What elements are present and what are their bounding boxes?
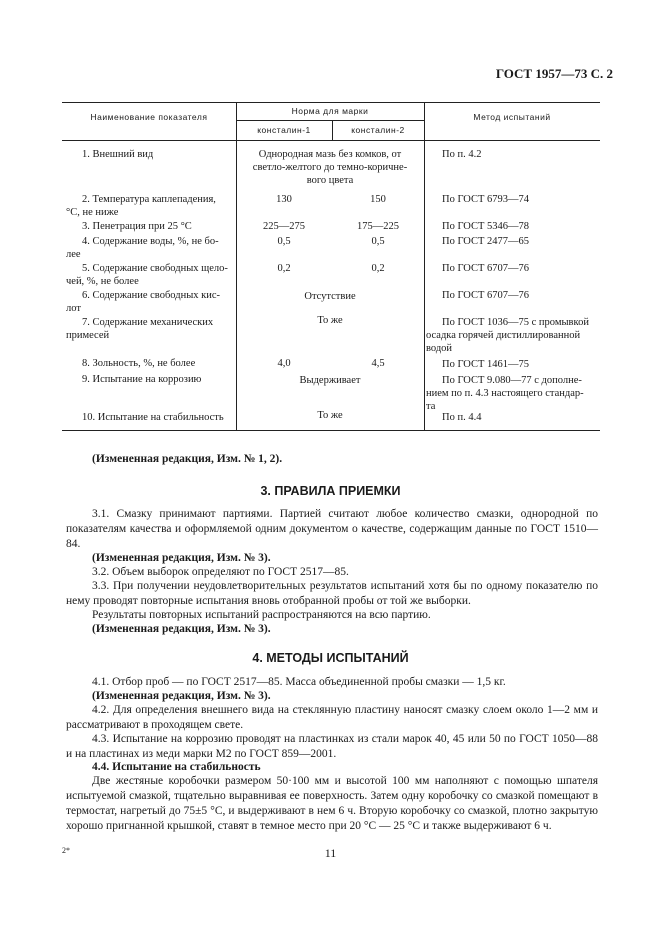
row-6-method: По ГОСТ 6707—76	[442, 290, 530, 301]
col-header-method: Метод испытаний	[473, 112, 551, 122]
clause-4-1: 4.1. Отбор проб — по ГОСТ 2517—85. Масса объединенной пробы смазки — 1,5 кг.	[92, 676, 506, 688]
amendment-note-3-1: (Измененная редакция, Изм. № 3).	[92, 552, 271, 564]
row-3-name: 3. Пенетрация при 25 °С	[82, 221, 192, 232]
row-10-method: По п. 4.4	[442, 412, 482, 423]
row-10-norm: То же	[317, 410, 343, 421]
row-2-method: По ГОСТ 6793—74	[442, 194, 530, 205]
row-9-method: По ГОСТ 9.080—77 с дополне- нием по п. 4.3 настоящего стандар- та	[426, 375, 584, 412]
row-2-name: 2. Температура каплепадения, °С, не ниже	[66, 194, 216, 218]
row-8-method: По ГОСТ 1461—75	[442, 359, 530, 370]
table-header-rule	[62, 140, 600, 141]
col-header-norm: Норма для марки	[291, 106, 369, 116]
col-header-c1: констaлин-1	[257, 125, 311, 135]
row-8-c2: 4,5	[371, 358, 385, 369]
table-divider-method	[424, 102, 425, 430]
table-subheader-rule	[236, 120, 424, 121]
clause-3-3: 3.3. При получении неудовлетворительных результатов испытаний хотя бы по одному показателю по нему проводят повторные испытания вновь отобранной пробы от той же выборки.	[66, 580, 598, 607]
row-2-c2: 150	[370, 194, 386, 205]
row-3-c2: 175—225	[357, 221, 399, 232]
row-8-c1: 4,0	[277, 358, 291, 369]
row-10-name: 10. Испытание на стабильность	[82, 412, 224, 423]
clause-3-1: 3.1. Смазку принимают партиями. Партией считают любое количество смазки, однородной по показателям качества и оформляемой одним документом о качестве, содержащим данные по ГОСТ 1510—84.	[66, 508, 598, 550]
page-header: ГОСТ 1957—73 С. 2	[495, 66, 613, 81]
amendment-note-3-3: (Измененная редакция, Изм. № 3).	[92, 623, 271, 635]
col-header-c2: констaлин-2	[351, 125, 405, 135]
table-top-rule	[62, 102, 600, 103]
amendment-note-1-2: (Измененная редакция, Изм. № 1, 2).	[92, 453, 283, 465]
clause-4-3: 4.3. Испытание на коррозию проводят на пластинках из стали марок 40, 45 или 50 по ГОСТ 1050—88 и на пластинах из меди марки М2 по ГОСТ 859—2001.	[66, 733, 598, 760]
clause-3-3-results: Результаты повторных испытаний распространяются на всю партию.	[92, 609, 431, 621]
row-3-method: По ГОСТ 5346—78	[442, 221, 530, 232]
row-1-norm: Однородная мазь без комков, от светло-желтого до темно-коричне- вого цвета	[252, 149, 408, 186]
table-bottom-rule	[62, 430, 600, 431]
row-4-c2: 0,5	[371, 236, 385, 247]
signature-mark: 2*	[62, 846, 70, 855]
row-5-c2: 0,2	[371, 263, 385, 274]
row-6-norm: Отсутствие	[304, 291, 356, 302]
row-9-norm: Выдерживает	[299, 375, 361, 386]
row-5-method: По ГОСТ 6707—76	[442, 263, 530, 274]
row-9-name: 9. Испытание на коррозию	[82, 374, 202, 385]
clause-4-4-title: 4.4. Испытание на стабильность	[92, 761, 261, 773]
row-8-name: 8. Зольность, %, не более	[82, 358, 196, 369]
row-1-method: По п. 4.2	[442, 149, 482, 160]
row-5-c1: 0,2	[277, 263, 291, 274]
amendment-note-4-1: (Измененная редакция, Изм. № 3).	[92, 690, 271, 702]
clause-4-4-body: Две жестяные коробочки размером 50·100 мм и высотой 100 мм наполняют с помощью шпателя испытуемой смазкой, тщательно выравнивая ее поверхность. Затем одну коробочку со смазкой помещают в термостат, нагретый до 75±5 °С, и выдерживают в нем 6 ч. Вторую коробочку со смазкой, плотно закрытую хорошо пригнанной крышкой, ставят в темное место при 20 °С — 25 °С и также выдерживают 6 ч.	[66, 775, 598, 832]
clause-3-2: 3.2. Объем выборок определяют по ГОСТ 2517—85.	[92, 566, 349, 578]
row-4-method: По ГОСТ 2477—65	[442, 236, 530, 247]
page-number: 11	[324, 846, 337, 860]
row-2-c1: 130	[276, 194, 292, 205]
section-4-title: 4. МЕТОДЫ ИСПЫТАНИЙ	[252, 651, 409, 665]
row-7-norm: То же	[317, 315, 343, 326]
row-1-name: 1. Внешний вид	[82, 149, 154, 160]
section-3-title: 3. ПРАВИЛА ПРИЕМКИ	[260, 484, 401, 498]
row-4-name: 4. Содержание воды, %, не бо- лее	[66, 236, 219, 260]
row-4-c1: 0,5	[277, 236, 291, 247]
row-6-name: 6. Содержание свободных кис- лот	[66, 290, 220, 314]
row-7-name: 7. Содержание механических примесей	[66, 317, 214, 341]
col-header-name: Наименование показателя	[90, 112, 208, 122]
row-7-method: По ГОСТ 1036—75 с промывкой осадка горячей дистиллированной водой	[426, 317, 589, 354]
row-3-c1: 225—275	[263, 221, 305, 232]
row-5-name: 5. Содержание свободных щело- чей, %, не более	[66, 263, 228, 287]
clause-4-2: 4.2. Для определения внешнего вида на стеклянную пластину наносят смазку слоем около 1—2 мм и рассматривают в проходящем свете.	[66, 704, 598, 731]
